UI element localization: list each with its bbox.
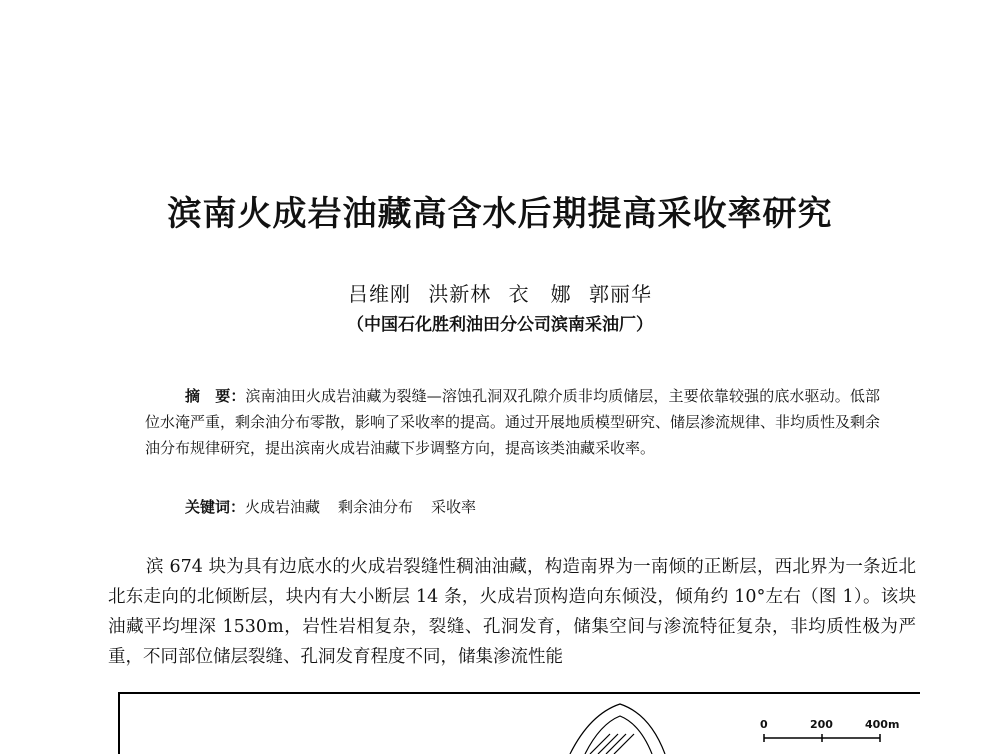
affiliation: （中国石化胜利油田分公司滨南采油厂） [347,315,653,335]
contour-hatch [570,704,665,754]
abstract-label: 摘 要： [185,387,246,405]
scale-label: 200 [810,718,833,731]
keyword: 剩余油分布 [338,498,414,516]
scale-label: 0 [760,718,768,731]
keyword: 采收率 [431,498,477,516]
body-text [108,552,916,672]
keyword: 火成岩油藏 [245,498,321,516]
keywords [185,496,885,518]
keywords-label: 关键词： [185,498,246,516]
abstract-text: 滨南油田火成岩油藏为裂缝—溶蚀孔洞双孔隙介质非均质储层，主要依靠较强的底水驱动。低部位水淹严重，剩余油分布零散，影响了采收率的提高。通过开展地质模型研究、储层渗流规律、非均质性及剩余油分布规律研究，提出滨南火成岩油藏下步调整方向，提高该类油藏采收率。 [145,387,881,457]
scale-label: 400m [865,718,900,731]
author-name: 衣 娜 [508,282,572,306]
scale-bar [764,734,880,742]
author-list [0,278,1000,307]
author-name: 洪新林 [428,282,492,306]
author-name: 郭丽华 [589,282,653,306]
structure-map [120,694,920,754]
abstract [145,383,880,461]
abstract-indent [145,387,185,405]
author-name: 吕维刚 [347,282,411,306]
paper-title: 滨南火成岩油藏高含水后期提高采收率研究 [167,194,833,234]
body-paragraph: 滨 674 块为具有边底水的火成岩裂缝性稠油油藏，构造南界为一南倾的正断层，西北界为一条近北北东走向的北倾断层，块内有大小断层 14 条，火成岩顶构造向东倾没，倾角约 10°左右（图 1）。该块油藏平均埋深 1530m，岩性岩相复杂，裂缝、孔洞发育，储集空间与渗流特征复杂，非均质性极为严重，不同部位储层裂缝、孔洞发育程度不同，储集渗流性能 [108,557,916,667]
figure-1 [118,692,920,754]
